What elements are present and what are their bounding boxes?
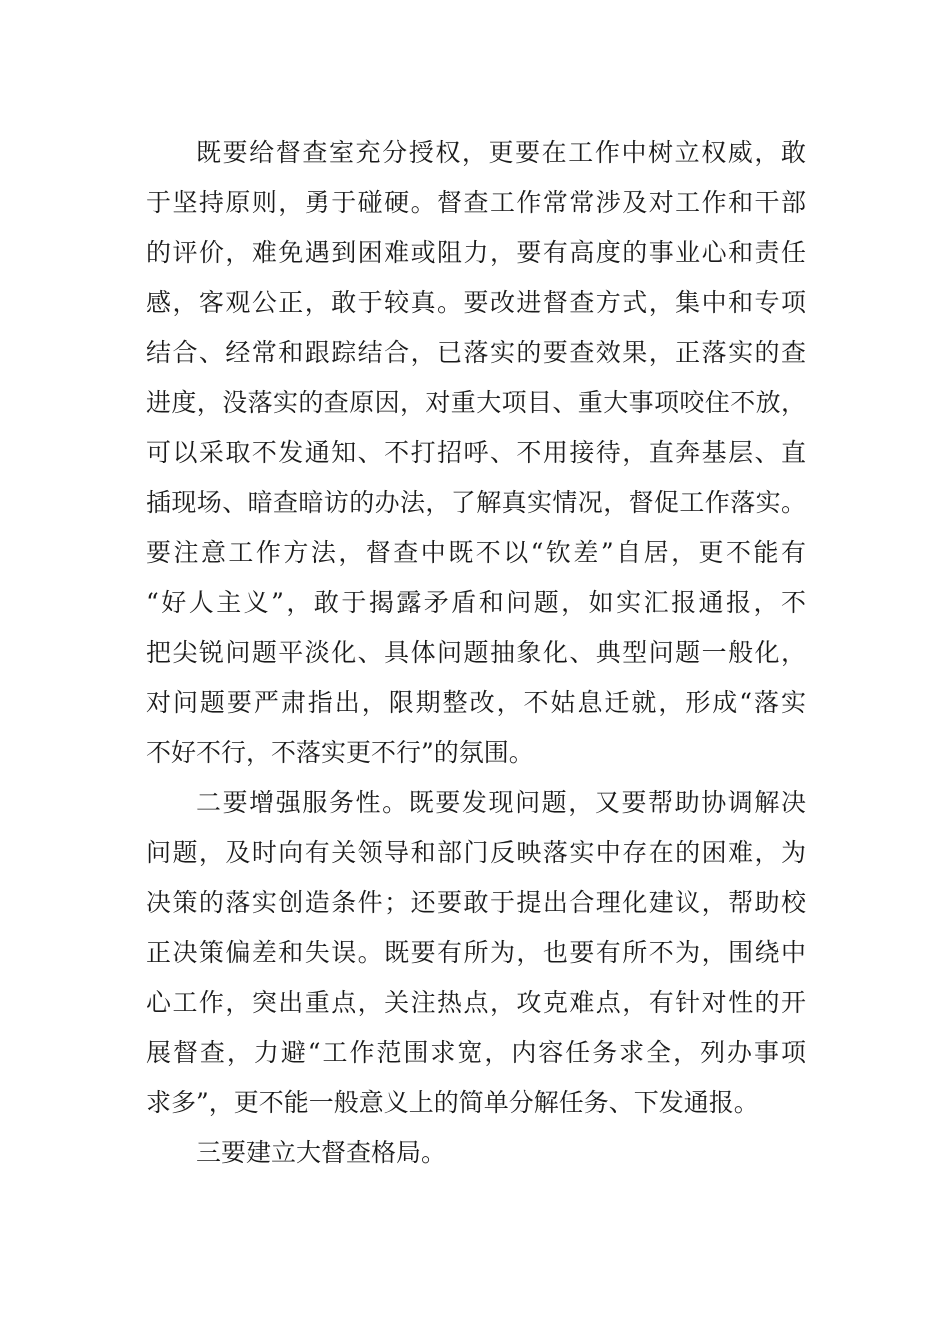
text-line: 于坚持原则，勇于碰硬。督查工作常常涉及对工作和干部: [146, 188, 806, 217]
text-line: 不好不行，不落实更不行”的氛围。: [146, 738, 534, 767]
text-line: 感，客观公正，敢于较真。要改进督查方式，集中和专项: [146, 288, 806, 317]
text-line: 求多”，更不能一般意义上的简单分解任务、下发通报。: [146, 1088, 759, 1117]
paragraph-service: [146, 778, 806, 1128]
text-line: 三要建立大督查格局。: [196, 1138, 447, 1167]
text-line: 正决策偏差和失误。既要有所为，也要有所不为，围绕中: [146, 938, 806, 967]
text-line: 结合、经常和跟踪结合，已落实的要查效果，正落实的查: [146, 338, 806, 367]
text-line: 要注意工作方法，督查中既不以“钦差”自居，更不能有: [146, 538, 806, 567]
text-line: 插现场、暗查暗访的办法，了解真实情况，督促工作落实。: [146, 488, 806, 517]
text-line: 的评价，难免遇到困难或阻力，要有高度的事业心和责任: [146, 238, 806, 267]
text-line: 对问题要严肃指出，限期整改，不姑息迁就，形成“落实: [146, 688, 806, 717]
text-line: 问题，及时向有关领导和部门反映落实中存在的困难，为: [146, 838, 806, 867]
text-line: 把尖锐问题平淡化、具体问题抽象化、典型问题一般化，: [146, 638, 806, 667]
text-line: 展督查，力避“工作范围求宽，内容任务求全，列办事项: [146, 1038, 806, 1067]
text-line: 可以采取不发通知、不打招呼、不用接待，直奔基层、直: [146, 438, 806, 467]
paragraph-pattern: [146, 1128, 806, 1178]
text-line: 决策的落实创造条件；还要敢于提出合理化建议，帮助校: [146, 888, 806, 917]
text-line: 既要给督查室充分授权，更要在工作中树立权威，敢: [196, 138, 806, 167]
text-line: 二要增强服务性。既要发现问题，又要帮助协调解决: [196, 788, 806, 817]
text-line: 进度，没落实的查原因，对重大项目、重大事项咬住不放，: [146, 388, 806, 417]
text-line: “好人主义”，敢于揭露矛盾和问题，如实汇报通报，不: [146, 588, 806, 617]
text-line: 心工作，突出重点，关注热点，攻克难点，有针对性的开: [146, 988, 806, 1017]
paragraph-authority: [146, 128, 806, 778]
